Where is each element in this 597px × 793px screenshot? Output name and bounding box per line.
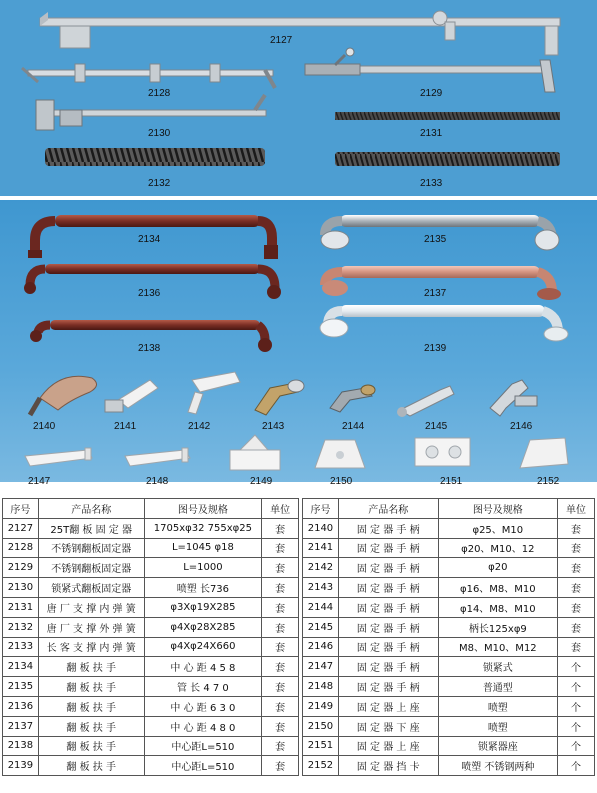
cell-name: 固 定 器 手 柄 — [338, 558, 438, 578]
product-2143-image — [255, 380, 304, 415]
cell-unit: 个 — [558, 716, 595, 736]
cell-spec: 中心距L=510 — [144, 736, 262, 756]
table-row — [3, 538, 299, 558]
cell-spec: φ14、M8、M10 — [438, 597, 558, 617]
product-code: 2127 — [270, 35, 293, 46]
cell-spec: 中 心 距 6 3 0 — [144, 696, 262, 716]
cell-seq: 2135 — [3, 677, 39, 697]
cell-seq: 2133 — [3, 637, 39, 657]
cell-name: 固 定 器 手 柄 — [338, 637, 438, 657]
product-2146-image — [490, 380, 537, 416]
cell-name: 翻 板 扶 手 — [38, 756, 144, 776]
cell-spec: φ4Xφ28X285 — [144, 617, 262, 637]
product-code: 2147 — [28, 476, 51, 487]
product-2144-image — [330, 385, 375, 412]
table-row — [303, 538, 595, 558]
product-code: 2148 — [146, 476, 169, 487]
cell-spec: 中心距L=510 — [144, 756, 262, 776]
product-2147-image — [25, 448, 92, 466]
cell-spec: L=1000 — [144, 558, 262, 578]
table-row — [303, 677, 595, 697]
cell-seq: 2143 — [303, 578, 339, 598]
cell-spec: φ4Xφ24X660 — [144, 637, 262, 657]
cell-seq: 2127 — [3, 518, 39, 538]
cell-spec: 普通型 — [438, 677, 558, 697]
cell-unit: 套 — [262, 677, 299, 697]
cell-seq: 2147 — [303, 657, 339, 677]
cell-name: 不锈钢翻板固定器 — [38, 558, 144, 578]
cell-spec: 锁紧器座 — [438, 736, 558, 756]
product-2150-image — [315, 440, 365, 468]
product-2142-image — [188, 372, 240, 414]
cell-spec: φ20 — [438, 558, 558, 578]
cell-seq: 2137 — [3, 716, 39, 736]
cell-unit: 套 — [558, 597, 595, 617]
cell-unit: 套 — [558, 617, 595, 637]
cell-seq: 2140 — [303, 518, 339, 538]
cell-seq: 2136 — [3, 696, 39, 716]
cell-name: 不锈钢翻板固定器 — [38, 538, 144, 558]
cell-name: 固 定 器 挡 卡 — [338, 756, 438, 776]
cell-unit: 套 — [262, 518, 299, 538]
cell-unit: 个 — [558, 677, 595, 697]
cell-spec: 喷塑 不锈钢两种 — [438, 756, 558, 776]
product-table-right — [302, 498, 595, 776]
product-2145-image — [397, 386, 454, 417]
cell-seq: 2152 — [303, 756, 339, 776]
cell-unit: 个 — [558, 696, 595, 716]
product-2149-image — [230, 435, 280, 470]
product-code: 2140 — [33, 421, 56, 432]
cell-name: 翻 板 扶 手 — [38, 736, 144, 756]
table-row — [303, 736, 595, 756]
cell-unit: 套 — [558, 518, 595, 538]
cell-name: 长 客 支 撑 内 弹 簧 — [38, 637, 144, 657]
product-2141-image — [105, 380, 158, 412]
cell-unit: 套 — [262, 617, 299, 637]
table-row — [3, 597, 299, 617]
cell-name: 锁紧式翻板固定器 — [38, 578, 144, 598]
cell-name: 固 定 器 手 柄 — [338, 677, 438, 697]
table-row — [303, 578, 595, 598]
cell-name: 固 定 器 手 柄 — [338, 657, 438, 677]
cell-unit: 套 — [558, 538, 595, 558]
product-code: 2145 — [425, 421, 448, 432]
cell-unit: 套 — [262, 716, 299, 736]
cell-name: 固 定 器 手 柄 — [338, 518, 438, 538]
table-row — [3, 716, 299, 736]
table-row — [303, 518, 595, 538]
cell-unit: 套 — [558, 637, 595, 657]
product-2130-image — [36, 95, 266, 130]
cell-unit: 个 — [558, 756, 595, 776]
cell-unit: 套 — [262, 736, 299, 756]
cell-seq: 2148 — [303, 677, 339, 697]
cell-name: 固 定 器 手 柄 — [338, 597, 438, 617]
cell-seq: 2151 — [303, 736, 339, 756]
cell-seq: 2141 — [303, 538, 339, 558]
cell-spec: 中 心 距 4 5 8 — [144, 657, 262, 677]
cell-name: 翻 板 扶 手 — [38, 657, 144, 677]
product-2131-image — [335, 112, 560, 120]
cell-name: 翻 板 扶 手 — [38, 696, 144, 716]
table-header-row — [3, 499, 299, 519]
product-code: 2150 — [330, 476, 353, 487]
cell-spec: L=1045 φ18 — [144, 538, 262, 558]
handle-illustrations — [0, 200, 597, 482]
table-row — [3, 617, 299, 637]
table-row — [303, 696, 595, 716]
cell-unit: 个 — [558, 657, 595, 677]
table-row — [3, 558, 299, 578]
cell-seq: 2134 — [3, 657, 39, 677]
cell-seq: 2146 — [303, 637, 339, 657]
table-row — [3, 736, 299, 756]
product-code: 2152 — [537, 476, 560, 487]
cell-name: 固 定 器 上 座 — [338, 696, 438, 716]
table-row — [303, 756, 595, 776]
table-row — [3, 518, 299, 538]
product-code: 2136 — [138, 288, 161, 299]
product-code: 2142 — [188, 421, 211, 432]
table-row — [303, 558, 595, 578]
header-spec: 图号及规格 — [438, 499, 558, 519]
cell-name: 唐 厂 支 撑 外 弹 簧 — [38, 617, 144, 637]
cell-unit: 套 — [262, 696, 299, 716]
cell-spec: 1705xφ32 755xφ25 — [144, 518, 262, 538]
cell-spec: 喷塑 长736 — [144, 578, 262, 598]
table-row — [303, 637, 595, 657]
product-2152-image — [520, 438, 568, 468]
product-code: 2130 — [148, 128, 171, 139]
table-row — [3, 677, 299, 697]
cell-seq: 2138 — [3, 736, 39, 756]
cell-name: 固 定 器 手 柄 — [338, 617, 438, 637]
cell-unit: 个 — [558, 736, 595, 756]
product-2129-image — [305, 48, 555, 92]
cell-seq: 2131 — [3, 597, 39, 617]
product-code: 2132 — [148, 178, 171, 189]
cell-seq: 2145 — [303, 617, 339, 637]
header-name: 产品名称 — [338, 499, 438, 519]
cell-name: 固 定 器 手 柄 — [338, 538, 438, 558]
cell-seq: 2129 — [3, 558, 39, 578]
cell-unit: 套 — [558, 558, 595, 578]
cell-spec: 喷塑 — [438, 696, 558, 716]
product-panel-fixers — [0, 0, 597, 196]
cell-seq: 2144 — [303, 597, 339, 617]
table-header-row — [303, 499, 595, 519]
cell-name: 唐 厂 支 撑 内 弹 簧 — [38, 597, 144, 617]
product-code: 2151 — [440, 476, 463, 487]
cell-spec: 管 长 4 7 0 — [144, 677, 262, 697]
cell-name: 固 定 器 下 座 — [338, 716, 438, 736]
cell-unit: 套 — [262, 597, 299, 617]
cell-seq: 2132 — [3, 617, 39, 637]
cell-seq: 2128 — [3, 538, 39, 558]
header-seq: 序号 — [303, 499, 339, 519]
product-code: 2138 — [138, 343, 161, 354]
cell-unit: 套 — [262, 538, 299, 558]
product-code: 2141 — [114, 421, 137, 432]
cell-name: 固 定 器 手 柄 — [338, 578, 438, 598]
product-code: 2144 — [342, 421, 365, 432]
header-name: 产品名称 — [38, 499, 144, 519]
product-2127-image — [40, 11, 560, 55]
cell-seq: 2130 — [3, 578, 39, 598]
product-2132-image — [45, 148, 265, 166]
table-row — [3, 756, 299, 776]
product-code: 2129 — [420, 88, 443, 99]
product-code: 2134 — [138, 234, 161, 245]
cell-name: 翻 板 扶 手 — [38, 677, 144, 697]
product-2128-image — [22, 64, 275, 88]
product-code: 2149 — [250, 476, 273, 487]
cell-unit: 套 — [262, 756, 299, 776]
table-row — [3, 696, 299, 716]
cell-name: 翻 板 扶 手 — [38, 716, 144, 736]
product-2148-image — [125, 448, 190, 466]
table-row — [303, 617, 595, 637]
cell-spec: φ25、M10 — [438, 518, 558, 538]
fixer-illustrations — [0, 0, 597, 196]
cell-spec: φ3Xφ19X285 — [144, 597, 262, 617]
cell-seq: 2149 — [303, 696, 339, 716]
product-2139-image — [320, 305, 568, 341]
cell-seq: 2150 — [303, 716, 339, 736]
product-code: 2128 — [148, 88, 171, 99]
cell-unit: 套 — [262, 578, 299, 598]
cell-spec: M8、M10、M12 — [438, 637, 558, 657]
cell-seq: 2139 — [3, 756, 39, 776]
product-code: 2137 — [424, 288, 447, 299]
product-code: 2146 — [510, 421, 533, 432]
cell-seq: 2142 — [303, 558, 339, 578]
table-row — [3, 578, 299, 598]
cell-unit: 套 — [262, 558, 299, 578]
product-panel-handles — [0, 200, 597, 487]
cell-spec: 中 心 距 4 8 0 — [144, 716, 262, 736]
product-code: 2139 — [424, 343, 447, 354]
cell-spec: 锁紧式 — [438, 657, 558, 677]
product-2151-image — [415, 438, 470, 466]
cell-spec: 柄长125xφ9 — [438, 617, 558, 637]
header-seq: 序号 — [3, 499, 39, 519]
table-row — [303, 597, 595, 617]
product-code: 2133 — [420, 178, 443, 189]
product-table-left — [2, 498, 299, 776]
product-code: 2131 — [420, 128, 443, 139]
cell-name: 25T翻 板 固 定 器 — [38, 518, 144, 538]
table-row — [303, 716, 595, 736]
cell-spec: φ20、M10、12 — [438, 538, 558, 558]
cell-name: 固 定 器 上 座 — [338, 736, 438, 756]
table-row — [303, 657, 595, 677]
product-code: 2135 — [424, 234, 447, 245]
cell-unit: 套 — [262, 637, 299, 657]
cell-unit: 套 — [262, 657, 299, 677]
cell-spec: φ16、M8、M10 — [438, 578, 558, 598]
header-unit: 单位 — [558, 499, 595, 519]
table-row — [3, 657, 299, 677]
table-row — [3, 637, 299, 657]
header-unit: 单位 — [262, 499, 299, 519]
product-2140-image — [30, 376, 97, 415]
cell-unit: 套 — [558, 578, 595, 598]
product-2133-image — [335, 152, 560, 166]
cell-spec: 喷塑 — [438, 716, 558, 736]
header-spec: 图号及规格 — [144, 499, 262, 519]
product-code: 2143 — [262, 421, 285, 432]
